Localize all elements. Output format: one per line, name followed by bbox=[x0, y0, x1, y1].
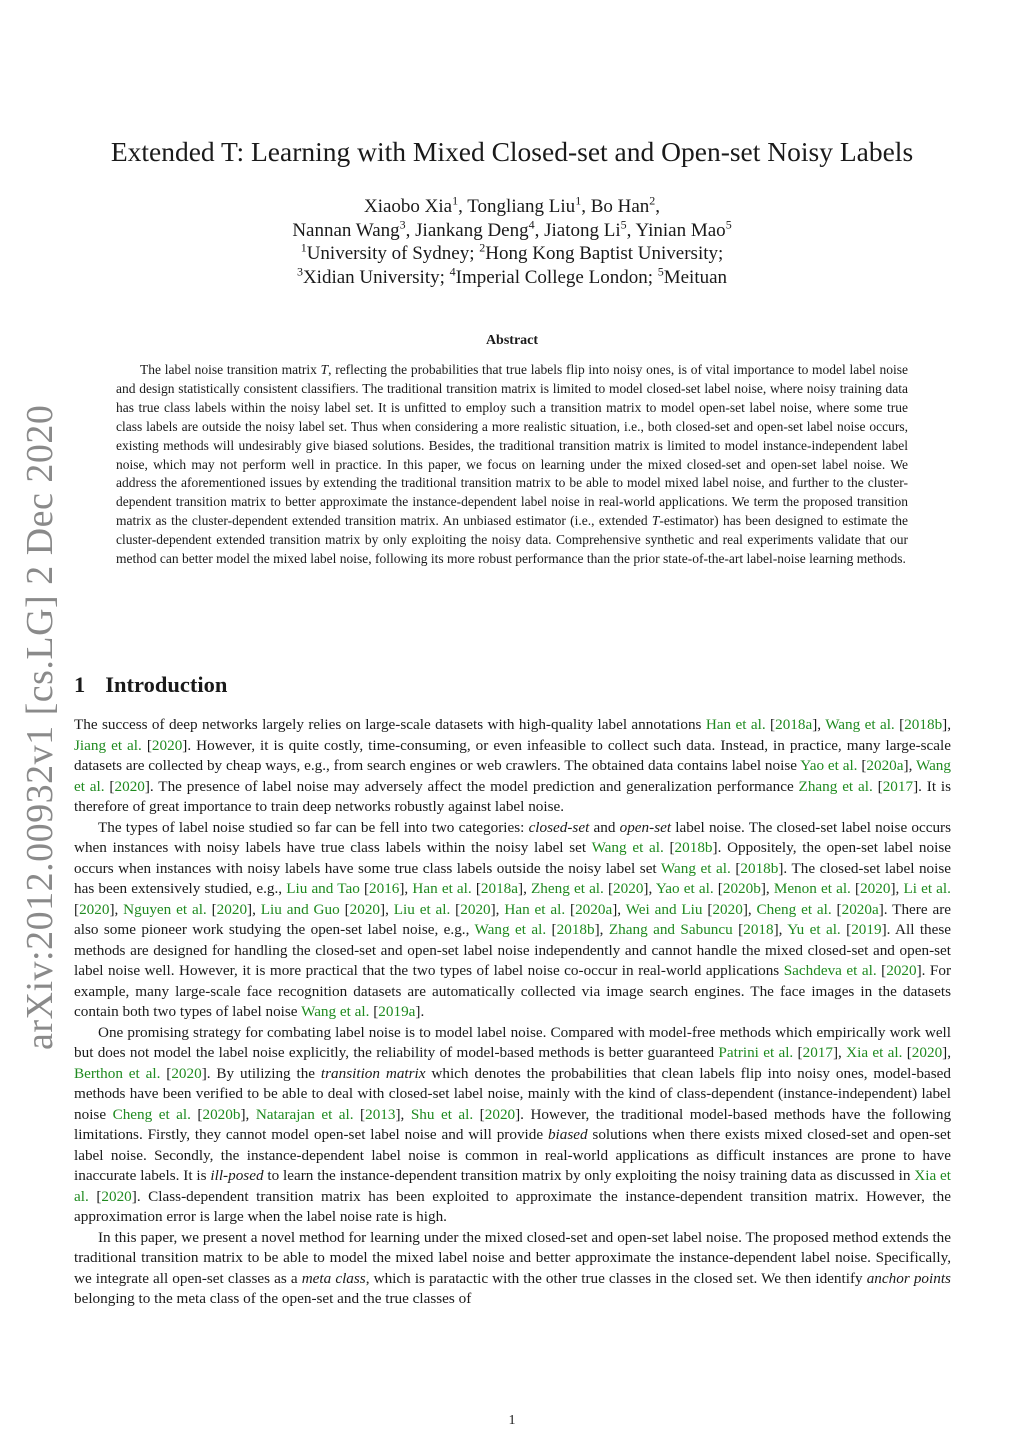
citation-link[interactable]: 2020 bbox=[712, 900, 743, 918]
author-block bbox=[0, 195, 1024, 289]
text-run: One promising strategy for combating label noise is to model label noise. Compared with model-free methods which empirically work well but does not model the label noise explicitly, the reliability of model-based methods is better guaranteed bbox=[74, 1023, 951, 1061]
affiliation-marker: 3 bbox=[296, 264, 303, 279]
citation-link[interactable]: Li et al. bbox=[903, 880, 951, 897]
author-line-2 bbox=[0, 219, 1024, 243]
text-run: -estimator) has been designed to estimate the cluster-dependent extended transition matrix by only exploiting the noisy data. Comprehensive synthetic and real experiments validate that our method can better model the mixed label noise, following its more robust performance than the prior state-of-the-art label-noise learning methods. bbox=[116, 513, 909, 567]
citation-link[interactable]: Zhang and Sabuncu bbox=[608, 921, 733, 938]
text-run: ], bbox=[812, 716, 826, 733]
citation-link[interactable]: Berthon et al. bbox=[74, 1064, 161, 1082]
affiliation-name: Meituan bbox=[663, 266, 728, 288]
affiliation-marker: 5 bbox=[620, 217, 627, 232]
text-run: [ bbox=[473, 1105, 485, 1123]
author-separator: , bbox=[534, 219, 545, 241]
text-run: [ bbox=[730, 859, 741, 877]
section-number: 1 bbox=[74, 672, 86, 697]
text-run: [ bbox=[872, 777, 883, 795]
citation-link[interactable]: Cheng et al. bbox=[112, 1105, 191, 1123]
text-run: [ bbox=[546, 921, 557, 938]
text-run: ], bbox=[942, 716, 952, 733]
citation-link[interactable]: 2020 bbox=[101, 1187, 132, 1205]
citation-link[interactable]: 2013 bbox=[365, 1105, 396, 1123]
author-separator: , bbox=[405, 219, 416, 241]
author-line-1 bbox=[0, 195, 1024, 219]
text-run: ]. bbox=[415, 1003, 425, 1020]
text-run: [ bbox=[702, 900, 713, 918]
citation-link[interactable]: 2018 bbox=[743, 921, 774, 938]
affiliation-marker: 1 bbox=[575, 193, 582, 208]
text-run: [ bbox=[732, 921, 744, 938]
text-run: ], bbox=[247, 900, 261, 918]
abstract-heading: Abstract bbox=[485, 333, 539, 348]
citation-link[interactable]: Han et al. bbox=[705, 716, 766, 733]
text-run: The types of label noise studied so far can be fell into two categories: bbox=[98, 818, 529, 836]
text-run: ], bbox=[240, 1105, 256, 1123]
emphasis-text: anchor points bbox=[866, 1269, 951, 1287]
text-run: ]. The presence of label noise may adversely affect the model prediction and generalization performance bbox=[144, 777, 799, 795]
emphasis-text: T bbox=[651, 513, 660, 529]
text-run: [ bbox=[850, 880, 861, 897]
author-name: Tongliang Liu bbox=[467, 196, 576, 217]
text-run: ], bbox=[399, 880, 413, 897]
affiliation-marker: 4 bbox=[449, 264, 456, 279]
citation-link[interactable]: 2020 bbox=[860, 880, 891, 897]
citation-link[interactable]: 2018b bbox=[556, 921, 595, 938]
text-run: [ bbox=[369, 1003, 379, 1020]
citation-link[interactable]: Liu et al. bbox=[393, 900, 451, 918]
text-run: [ bbox=[840, 921, 852, 938]
emphasis-text: open-set bbox=[619, 818, 672, 836]
text-run: label noise. The closed-set label noise occurs when instances with noisy labels have true class labels within the noisy label set bbox=[74, 818, 952, 856]
citation-link[interactable]: Wang et al. bbox=[660, 859, 731, 877]
paragraph-1 bbox=[74, 715, 951, 818]
author-name: Jiankang Deng bbox=[415, 219, 529, 241]
citation-link[interactable]: 2018b bbox=[904, 716, 943, 733]
text-run: The label noise transition matrix bbox=[140, 362, 321, 377]
citation-link[interactable]: Liu and Guo bbox=[260, 900, 340, 918]
citation-link[interactable]: 2016 bbox=[369, 880, 400, 897]
paragraph-3 bbox=[74, 1023, 951, 1228]
text-run: [ bbox=[831, 900, 842, 918]
text-run: [ bbox=[104, 777, 115, 795]
page-number: 1 bbox=[508, 1413, 516, 1428]
text-run: belonging to the meta class of the open-set and the true classes of bbox=[74, 1290, 472, 1307]
citation-link[interactable]: Liu and Tao bbox=[286, 880, 360, 897]
text-run: [ bbox=[471, 880, 481, 897]
citation-link[interactable]: Patrini et al. bbox=[718, 1044, 794, 1061]
citation-link[interactable]: Wei and Liu bbox=[625, 900, 703, 918]
author-separator: , bbox=[458, 196, 468, 217]
body-text bbox=[74, 715, 951, 1310]
text-run: solutions when there exists mixed closed-set and open-set label noise. Secondly, the instance-dependent label noise is common in real-world applications as difficult instances are prone to have inaccurate labels. It is bbox=[74, 1126, 951, 1184]
citation-link[interactable]: Jiang et al. bbox=[74, 736, 142, 754]
text-run: [ bbox=[565, 900, 576, 918]
text-run: [ bbox=[206, 900, 217, 918]
text-run: ], bbox=[643, 880, 656, 897]
text-run: ], bbox=[395, 1105, 411, 1123]
citation-link[interactable]: Wang et al. bbox=[825, 716, 895, 733]
text-run: [ bbox=[359, 880, 369, 897]
affiliation-marker: 5 bbox=[725, 217, 732, 232]
affiliation-marker: 1 bbox=[452, 193, 459, 208]
paragraph-2 bbox=[74, 818, 951, 1023]
emphasis-text: meta class bbox=[301, 1269, 366, 1287]
text-run: [ bbox=[450, 900, 461, 918]
citation-link[interactable]: Sachdeva et al. bbox=[783, 962, 877, 979]
affiliation-name: Imperial College London; bbox=[455, 266, 658, 288]
citation-link[interactable]: Yao et al. bbox=[655, 880, 714, 897]
affiliation-marker: 1 bbox=[300, 240, 307, 255]
citation-link[interactable]: 2020 bbox=[484, 1105, 516, 1123]
text-run: ]. By utilizing the bbox=[201, 1064, 321, 1082]
text-run: ], bbox=[490, 900, 505, 918]
text-run: In this paper, we present a novel method for learning under the mixed closed-set and open-set label noise. The proposed method extends the traditional transition matrix to be able to model the mixed label noise and better approximate the instance-dependent label noise. Specifically, we integrate all open-set classes as a bbox=[74, 1228, 951, 1287]
citation-link[interactable]: 2020a bbox=[841, 900, 879, 918]
section-title: Introduction bbox=[105, 672, 228, 697]
text-run: ]. There are also some pioneer work studying the open-set label noise, e.g., bbox=[74, 900, 952, 938]
text-run: ]. However, the traditional model-based methods have the following limitations. Firstly, they cannot model open-set label noise and will provide bbox=[74, 1105, 952, 1143]
citation-link[interactable]: 2019 bbox=[851, 921, 882, 938]
citation-link[interactable]: Wang et al. bbox=[474, 921, 547, 938]
citation-link[interactable]: Cheng et al. bbox=[756, 900, 832, 918]
text-run: ], bbox=[773, 921, 788, 938]
text-run: which denotes the probabilities that clean labels flip into noisy ones, model-based methods have been verified to be able to deal with closed-set label noise, mainly with the kind of class-dependent (instance-independent) label noise bbox=[74, 1064, 951, 1123]
citation-link[interactable]: Wang et al. bbox=[301, 1003, 370, 1020]
text-run: [ bbox=[765, 716, 776, 733]
author-separator: , bbox=[626, 219, 636, 241]
affiliation-name: University of Sydney; bbox=[306, 243, 480, 264]
citation-link[interactable]: 2020a bbox=[575, 900, 613, 918]
text-run: The success of deep networks largely relies on large-scale datasets with high-quality label annotations bbox=[74, 716, 706, 733]
text-run: , reflecting the probabilities that true labels flip into noisy ones, is of vital importance to model label noise and design statistically consistent classifiers. The traditional transition matrix is limited to model closed-set label noise, where noisy training data has true class labels within the noisy label set. It is unfitted to employ such a transition matrix to model open-set label noise, where some true class labels are outside the noisy label set. Thus when considering a more realistic situation, i.e., both closed-set and open-set label noise occurs, existing methods will undesirably give biased solutions. Besides, the traditional transition matrix is limited to model instance-independent label noise, which may not perform well in practice. In this paper, we focus on learning under the mixed closed-set and open-set label noise. We address the aforementioned issues by extending the traditional transition matrix to be able to model mixed label noise, and further to the cluster-dependent transition matrix to better approximate the instance-dependent label noise in real-world applications. We term the proposed transition matrix as the cluster-dependent extended transition matrix. An unbiased estimator (i.e., extended bbox=[116, 362, 908, 529]
paragraph-4 bbox=[74, 1228, 951, 1310]
affiliation-marker: 3 bbox=[399, 217, 406, 232]
text-run: ], bbox=[832, 1044, 847, 1061]
emphasis-text: transition matrix bbox=[320, 1064, 426, 1082]
text-run: ]. Oppositely, the open-set label noise occurs when instances with noisy labels have some true class labels outside the noisy label set bbox=[74, 839, 951, 877]
text-run: [ bbox=[339, 900, 350, 918]
citation-link[interactable]: 2019a bbox=[378, 1003, 416, 1020]
citation-link[interactable]: 2020 bbox=[216, 900, 248, 918]
citation-link[interactable]: Zheng et al. bbox=[531, 880, 604, 897]
text-run: [ bbox=[160, 1064, 172, 1082]
citation-link[interactable]: Nguyen et al. bbox=[123, 900, 207, 918]
citation-link[interactable]: 2020 bbox=[460, 900, 491, 918]
citation-link[interactable]: 2020 bbox=[79, 900, 110, 918]
affiliation-marker: 4 bbox=[528, 217, 535, 232]
author-separator: , bbox=[655, 196, 661, 217]
text-run: ], bbox=[760, 880, 774, 897]
text-run: [ bbox=[141, 736, 152, 754]
citation-link[interactable]: 2018b bbox=[740, 859, 779, 877]
citation-link[interactable]: Wang et al. bbox=[591, 839, 664, 856]
citation-link[interactable]: 2020 bbox=[613, 880, 644, 897]
emphasis-text: T bbox=[320, 362, 329, 377]
citation-link[interactable]: 2018a bbox=[480, 880, 519, 897]
citation-link[interactable]: 2020 bbox=[151, 736, 183, 754]
text-run: ]. For example, many large-scale face recognition datasets are automatically collected via image search engines. The face images in the datasets contain both two types of label noise bbox=[74, 962, 952, 1020]
citation-link[interactable]: 2018b bbox=[674, 839, 713, 856]
section-heading bbox=[74, 672, 227, 698]
citation-link[interactable]: 2018a bbox=[775, 716, 813, 733]
arxiv-identifier: arXiv:2012.00932v1 [cs.LG] 2 Dec 2020 bbox=[19, 404, 61, 1050]
citation-link[interactable]: Xia et al. bbox=[846, 1044, 903, 1061]
text-run: ]. It is therefore of great importance to train deep networks robustly against label noise. bbox=[74, 777, 952, 815]
author-name: Yinian Mao bbox=[635, 219, 726, 241]
citation-link[interactable]: Xia et al. bbox=[74, 1167, 951, 1205]
citation-link[interactable]: Yu et al. bbox=[787, 921, 841, 938]
citation-link[interactable]: 2020 bbox=[349, 900, 381, 918]
author-name: Nannan Wang bbox=[292, 219, 400, 241]
citation-link[interactable]: 2020b bbox=[202, 1105, 241, 1123]
text-run: ], bbox=[903, 757, 916, 774]
text-run: [ bbox=[663, 839, 675, 856]
text-run: ]. The closed-set label noise has been extensively studied, e.g., bbox=[74, 859, 952, 897]
text-run: [ bbox=[857, 757, 867, 774]
text-run: [ bbox=[713, 880, 723, 897]
author-name: Xiaobo Xia bbox=[363, 196, 453, 217]
text-run: ], bbox=[518, 880, 532, 897]
citation-link[interactable]: 2020 bbox=[911, 1044, 943, 1061]
text-run: [ bbox=[353, 1105, 366, 1123]
citation-link[interactable]: 2020a bbox=[866, 757, 904, 774]
text-run: [ bbox=[190, 1105, 203, 1123]
abstract-text bbox=[116, 361, 908, 569]
affiliation-name: Xidian University; bbox=[302, 266, 450, 288]
citation-link[interactable]: 2020 bbox=[171, 1064, 202, 1082]
author-name: Jiatong Li bbox=[544, 219, 621, 241]
citation-link[interactable]: 2017 bbox=[882, 777, 914, 795]
affiliation-marker: 2 bbox=[649, 193, 656, 208]
text-run: [ bbox=[74, 900, 80, 918]
affiliation-marker: 5 bbox=[657, 264, 664, 279]
text-run: to learn the instance-dependent transition matrix by only exploiting the noisy training data as discussed in bbox=[263, 1167, 915, 1184]
emphasis-text: biased bbox=[547, 1126, 588, 1143]
affiliation-line-1 bbox=[0, 242, 1024, 266]
text-run: ], bbox=[380, 900, 394, 918]
text-run: and bbox=[589, 818, 620, 836]
author-separator: , bbox=[581, 196, 591, 217]
text-run: [ bbox=[603, 880, 614, 897]
citation-link[interactable]: 2020 bbox=[114, 777, 145, 795]
text-run: ], bbox=[942, 1044, 952, 1061]
emphasis-text: closed-set bbox=[528, 818, 590, 836]
citation-link[interactable]: Han et al. bbox=[504, 900, 566, 918]
text-run: [ bbox=[876, 962, 887, 979]
text-run: ], bbox=[594, 921, 609, 938]
text-run: ], bbox=[109, 900, 124, 918]
citation-link[interactable]: 2020b bbox=[722, 880, 761, 897]
citation-link[interactable]: Han et al. bbox=[412, 880, 472, 897]
affiliation-line-2 bbox=[0, 266, 1024, 290]
citation-link[interactable]: Shu et al. bbox=[410, 1105, 474, 1123]
text-run: ]. All these methods are designed for handling the closed-set and open-set label noise independently and cannot handle the mixed closed-set and open-set label noise well. However, it is more practical that the two types of label noise co-occur in real-world applications bbox=[74, 921, 952, 979]
citation-link[interactable]: Yao et al. bbox=[800, 757, 858, 774]
citation-link[interactable]: 2020 bbox=[886, 962, 917, 979]
emphasis-text: ill-posed bbox=[210, 1167, 264, 1184]
text-run: [ bbox=[793, 1044, 803, 1061]
text-run: ]. However, it is quite costly, time-consuming, or even infeasible to collect such data. Instead, in practice, many large-scale datasets are collected by cheap ways, e.g., from search engines or web crawlers. The obtained data contains label noise bbox=[74, 736, 951, 774]
text-run: [ bbox=[894, 716, 905, 733]
text-run: ]. Class-dependent transition matrix has been exploited to approximate the instance-dependent transition matrix. However, the approximation error is large when the label noise rate is high. bbox=[74, 1187, 951, 1225]
paper-title: Extended T: Learning with Mixed Closed-set and Open-set Noisy Labels bbox=[110, 136, 914, 167]
affiliation-name: Hong Kong Baptist University; bbox=[485, 243, 724, 264]
author-name: Bo Han bbox=[590, 196, 650, 217]
citation-link[interactable]: 2017 bbox=[802, 1044, 833, 1061]
text-run: ], bbox=[742, 900, 757, 918]
text-run: ], bbox=[890, 880, 904, 897]
citation-link[interactable]: Zhang et al. bbox=[798, 777, 873, 795]
citation-link[interactable]: Wang et al. bbox=[74, 757, 951, 795]
text-run: , which is paratactic with the other true classes in the closed set. We then identify bbox=[365, 1269, 867, 1287]
text-run: ], bbox=[612, 900, 626, 918]
text-run: [ bbox=[902, 1044, 912, 1061]
text-run: [ bbox=[88, 1187, 102, 1205]
affiliation-marker: 2 bbox=[479, 240, 486, 255]
citation-link[interactable]: Natarajan et al. bbox=[255, 1105, 354, 1123]
citation-link[interactable]: Menon et al. bbox=[773, 880, 851, 897]
